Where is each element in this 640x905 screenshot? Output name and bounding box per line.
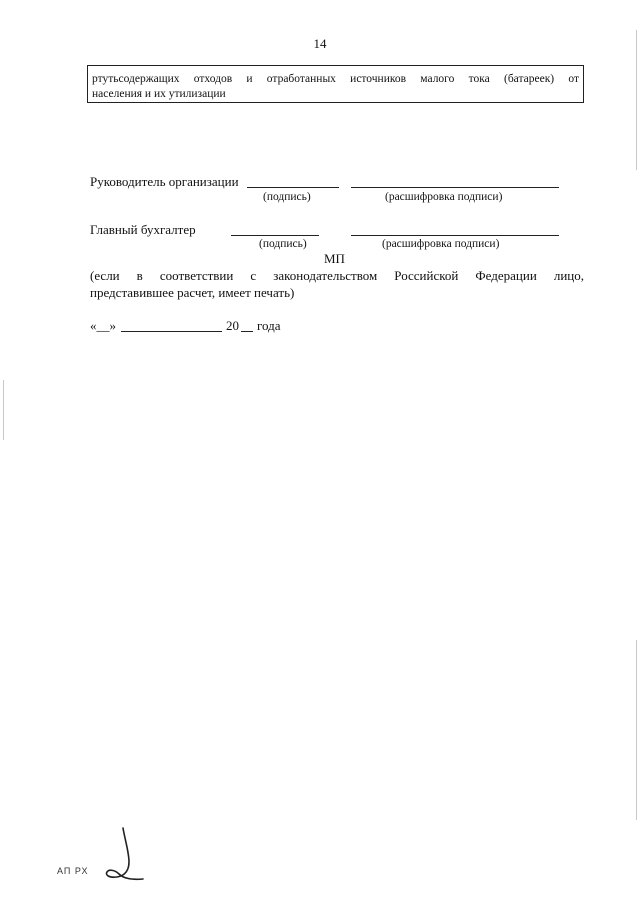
date-month-line	[121, 331, 222, 332]
date-year-line	[241, 331, 253, 332]
boxed-text	[87, 65, 584, 103]
seal-mark: МП	[324, 251, 345, 266]
archive-stamp: АП РХ	[57, 866, 89, 876]
head-decoding-caption: (расшифровка подписи)	[385, 191, 503, 203]
page-number: 14	[313, 36, 327, 51]
accountant-signature-line	[231, 235, 319, 236]
accountant-signature-caption: (подпись)	[259, 238, 307, 250]
accountant-decoding-line	[351, 235, 559, 236]
head-label: Руководитель организации	[90, 174, 239, 189]
scan-margin-mark	[636, 640, 637, 820]
accountant-label: Главный бухгалтер	[90, 222, 196, 237]
scan-margin-mark	[3, 380, 4, 440]
head-decoding-line	[351, 187, 559, 188]
date-year-prefix: 20	[226, 318, 239, 333]
boxed-text-line-2: населения и их утилизации	[92, 88, 226, 100]
handwritten-signature-icon	[95, 826, 155, 886]
accountant-decoding-caption: (расшифровка подписи)	[382, 238, 500, 250]
date-year-suffix: года	[257, 318, 281, 333]
head-signature-caption: (подпись)	[263, 191, 311, 203]
boxed-text-line-1: ртутьсодержащих отходов и отработанных источников малого тока (батареек) от	[92, 73, 579, 85]
head-signature-line	[247, 187, 339, 188]
scan-margin-mark	[636, 30, 637, 170]
seal-note	[90, 267, 584, 301]
seal-note-line-1: (если в соответствии с законодательством Российской Федерации лицо,	[90, 268, 584, 283]
date-day: «__»	[90, 318, 116, 333]
seal-note-line-2: представившее расчет, имеет печать)	[90, 285, 295, 300]
